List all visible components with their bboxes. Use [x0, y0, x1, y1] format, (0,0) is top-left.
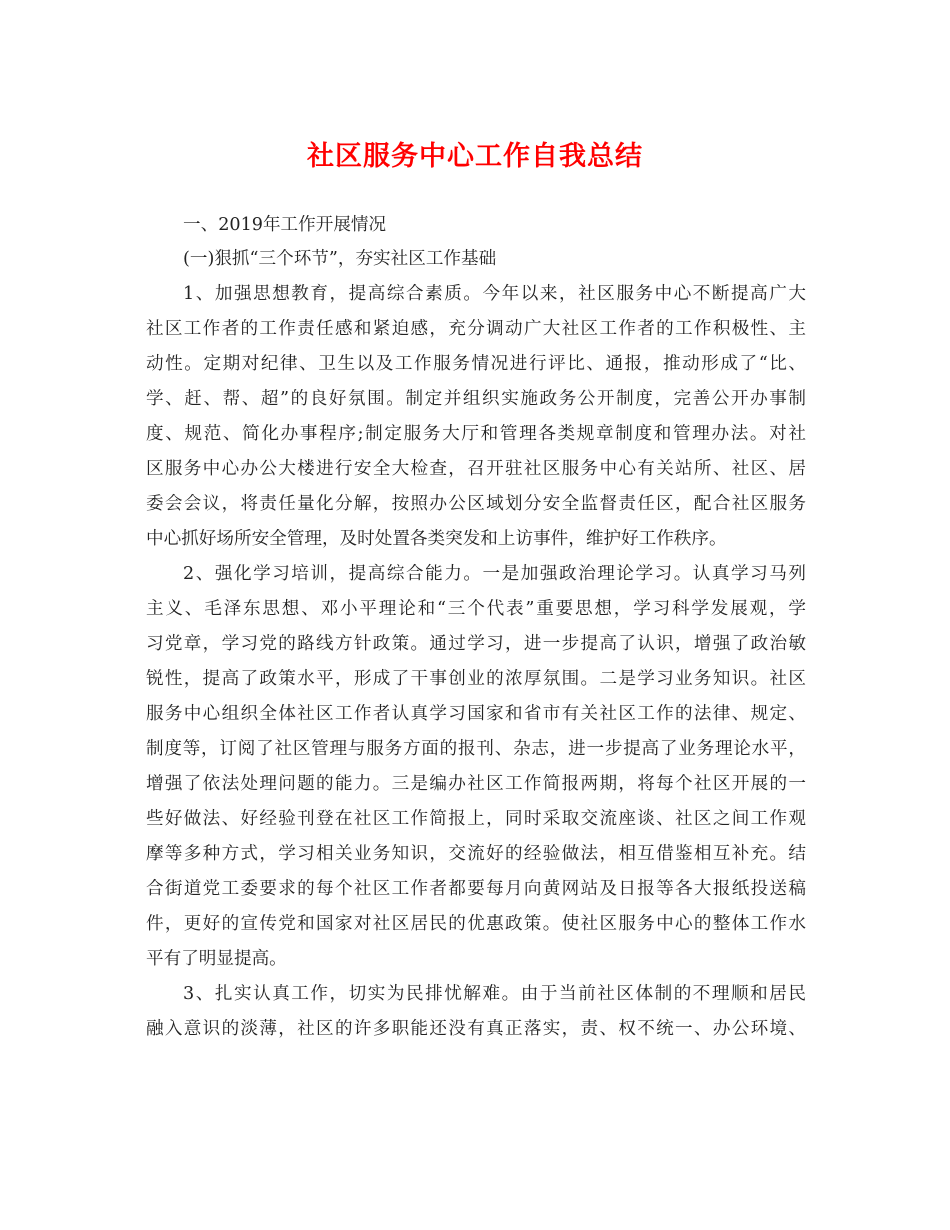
subsection-heading: (一)狠抓“三个环节”，夯实社区工作基础 [183, 249, 497, 269]
paragraph-line: 中心抓好场所安全管理，及时处置各类突发和上访事件，维护好工作秩序。 [146, 529, 727, 549]
paragraph-line: 服务中心组织全体社区工作者认真学习国家和省市有关社区工作的法律、规定、 [146, 704, 806, 724]
paragraph-line: 主义、毛泽东思想、邓小平理论和“三个代表”重要思想，学习科学发展观，学 [146, 599, 806, 619]
paragraph-line: 1、加强思想教育，提高综合素质。今年以来，社区服务中心不断提高广大 [183, 284, 806, 304]
paragraph-line: 学、赶、帮、超”的良好氛围。制定并组织实施政务公开制度，完善公开办事制 [146, 389, 806, 409]
paragraph-line: 平有了明显提高。 [146, 949, 287, 969]
paragraph-line: 2、强化学习培训，提高综合能力。一是加强政治理论学习。认真学习马列 [183, 564, 806, 584]
paragraph-line: 摩等多种方式，学习相关业务知识，交流好的经验做法，相互借鉴相互补充。结 [146, 844, 806, 864]
paragraph-line: 些好做法、好经验刊登在社区工作简报上，同时采取交流座谈、社区之间工作观 [146, 809, 806, 829]
paragraph-line: 制度等，订阅了社区管理与服务方面的报刊、杂志，进一步提高了业务理论水平， [146, 739, 806, 759]
paragraph-line: 融入意识的淡薄，社区的许多职能还没有真正落实，责、权不统一、办公环境、 [146, 1019, 806, 1039]
paragraph-line: 件，更好的宣传党和国家对社区居民的优惠政策。使社区服务中心的整体工作水 [146, 914, 806, 934]
paragraph-line: 社区工作者的工作责任感和紧迫感，充分调动广大社区工作者的工作积极性、主 [146, 319, 806, 339]
document-title: 社区服务中心工作自我总结 [307, 141, 643, 172]
paragraph-line: 委会会议，将责任量化分解，按照办公区域划分安全监督责任区，配合社区服务 [146, 494, 806, 514]
paragraph-line: 合街道党工委要求的每个社区工作者都要每月向黄网站及日报等各大报纸投送稿 [146, 879, 806, 899]
paragraph-line: 动性。定期对纪律、卫生以及工作服务情况进行评比、通报，推动形成了“比、 [146, 354, 806, 374]
paragraph-line: 增强了依法处理问题的能力。三是编办社区工作简报两期，将每个社区开展的一 [146, 774, 806, 794]
paragraph-line: 3、扎实认真工作，切实为民排忧解难。由于当前社区体制的不理顺和居民 [183, 984, 806, 1004]
paragraph-line: 区服务中心办公大楼进行安全大检查，召开驻社区服务中心有关站所、社区、居 [146, 459, 806, 479]
section-heading: 一、2019年工作开展情况 [183, 215, 387, 235]
paragraph-line: 锐性，提高了政策水平，形成了干事创业的浓厚氛围。二是学习业务知识。社区 [146, 669, 806, 689]
paragraph-line: 习党章，学习党的路线方针政策。通过学习，进一步提高了认识，增强了政治敏 [146, 634, 806, 654]
paragraph-line: 度、规范、简化办事程序;制定服务大厅和管理各类规章制度和管理办法。对社 [146, 424, 806, 444]
